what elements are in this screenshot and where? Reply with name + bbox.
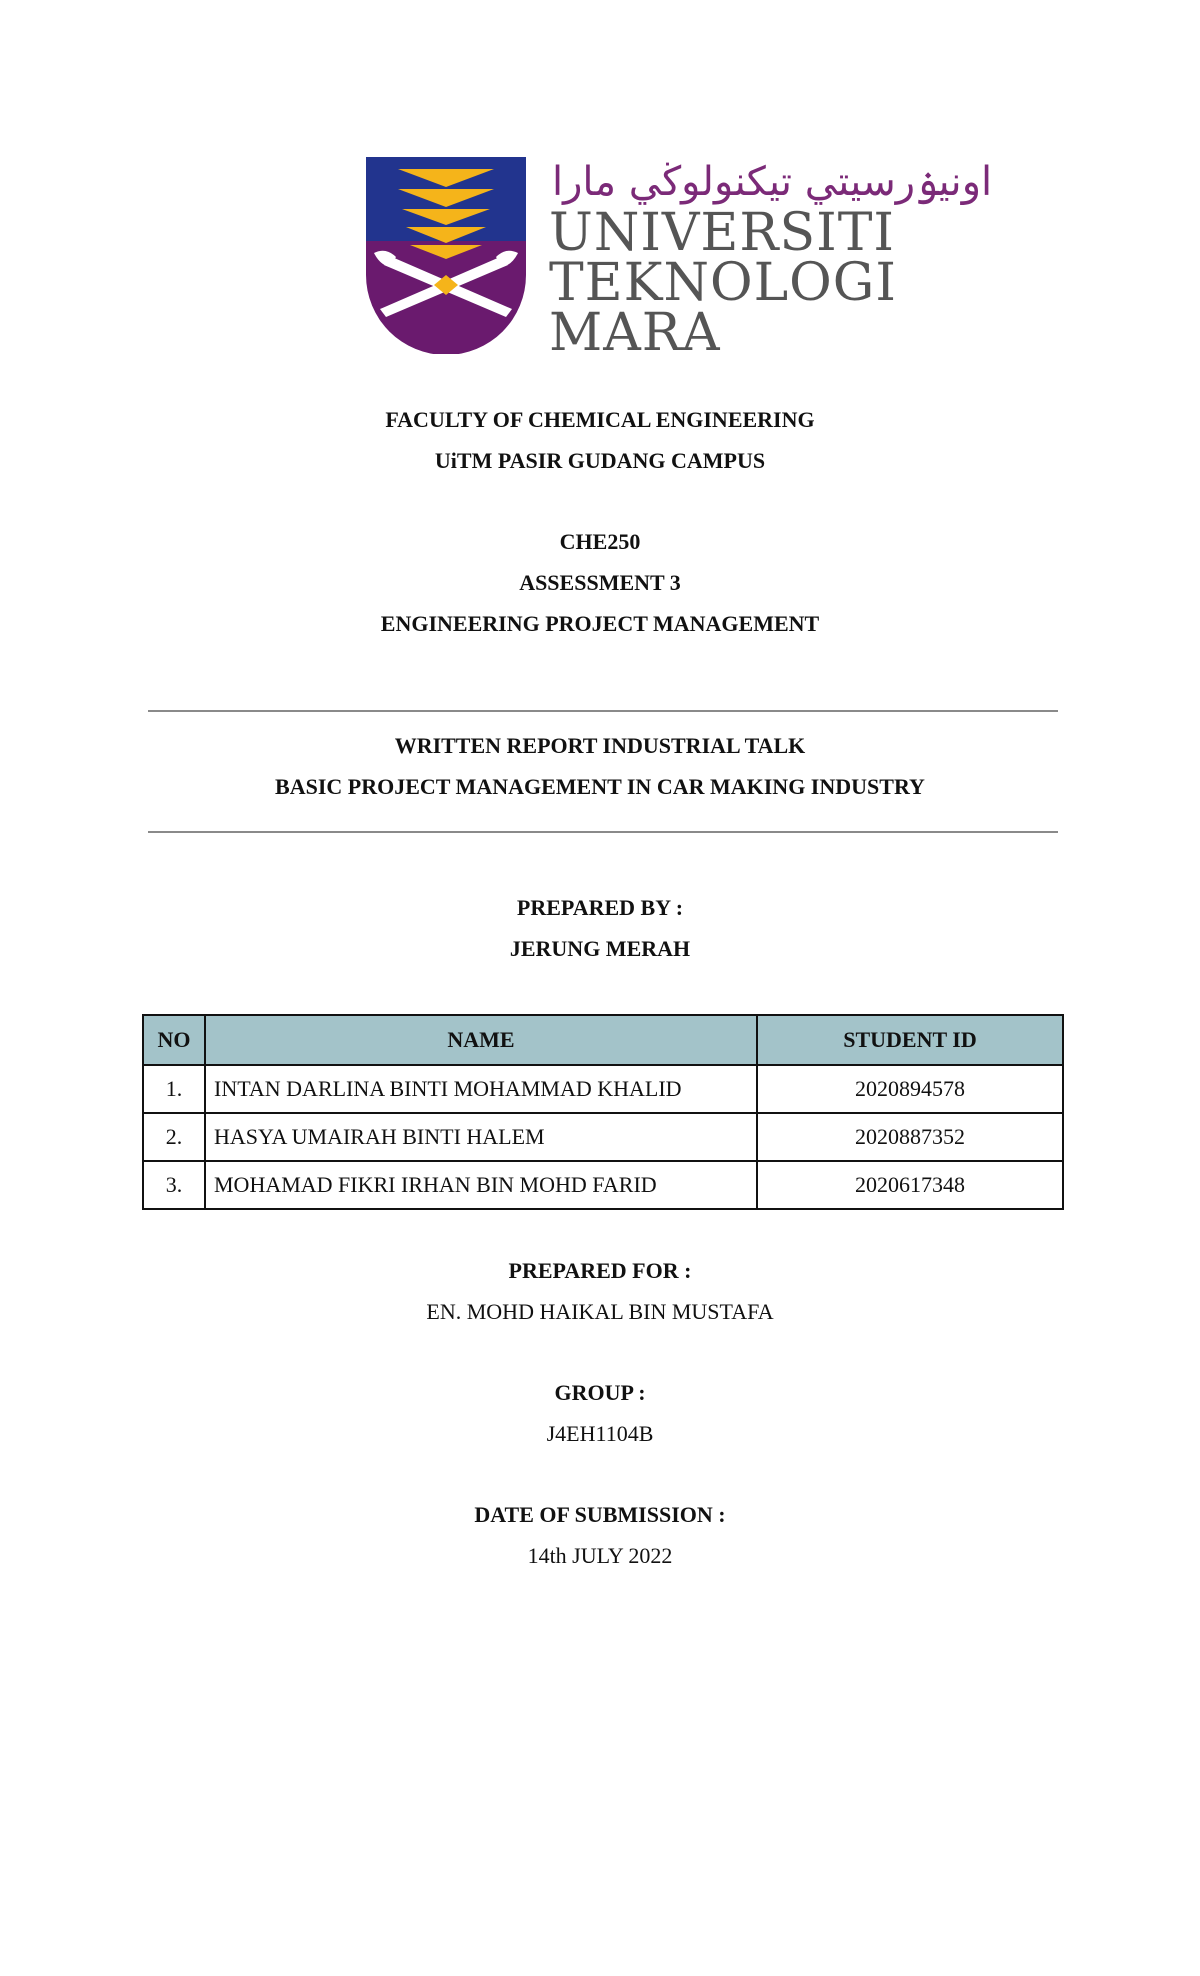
divider-top	[148, 710, 1058, 712]
members-table	[142, 1014, 1064, 1210]
cell-name: HASYA UMAIRAH BINTI HALEM	[205, 1113, 757, 1161]
team-name: JERUNG MERAH	[509, 936, 691, 961]
lecturer-name: EN. MOHD HAIKAL BIN MUSTAFA	[426, 1299, 774, 1324]
cell-student-id: 2020887352	[757, 1113, 1063, 1161]
course-code: CHE250	[559, 529, 641, 554]
faculty-name: FACULTY OF CHEMICAL ENGINEERING	[385, 407, 815, 432]
cell-name: MOHAMAD FIKRI IRHAN BIN MOHD FARID	[205, 1161, 757, 1209]
cell-no: 3.	[143, 1161, 205, 1209]
campus-name: UiTM PASIR GUDANG CAMPUS	[434, 448, 766, 473]
header-name: NAME	[205, 1015, 757, 1065]
group-code: J4EH1104B	[546, 1421, 654, 1446]
group-label: GROUP :	[554, 1380, 646, 1405]
logo-word-teknologi: TEKNOLOGI	[549, 253, 897, 313]
table-row	[143, 1161, 1063, 1209]
prepared-for-label: PREPARED FOR :	[508, 1258, 692, 1283]
report-title: WRITTEN REPORT INDUSTRIAL TALK	[394, 733, 806, 758]
logo-word-universiti: UNIVERSITI	[549, 203, 895, 263]
cell-no: 1.	[143, 1065, 205, 1113]
report-subtitle: BASIC PROJECT MANAGEMENT IN CAR MAKING INDUSTRY	[275, 774, 925, 799]
logo-arabic-text: اونيۏرسيتي تيكنولوڬي مارا	[552, 159, 993, 205]
cell-student-id: 2020894578	[757, 1065, 1063, 1113]
submission-date-label: DATE OF SUBMISSION :	[474, 1502, 726, 1527]
divider-bottom	[148, 831, 1058, 833]
cell-name: INTAN DARLINA BINTI MOHAMMAD KHALID	[205, 1065, 757, 1113]
submission-date: 14th JULY 2022	[527, 1543, 673, 1568]
table-header-row	[143, 1015, 1063, 1065]
header-no: NO	[143, 1015, 205, 1065]
table-row	[143, 1113, 1063, 1161]
uitm-shield-emblem	[366, 157, 526, 354]
uitm-logo	[366, 157, 993, 363]
prepared-by-label: PREPARED BY :	[516, 895, 684, 920]
header-student-id: STUDENT ID	[757, 1015, 1063, 1065]
assessment-number: ASSESSMENT 3	[519, 570, 681, 595]
logo-word-mara: MARA	[549, 303, 721, 363]
course-name: ENGINEERING PROJECT MANAGEMENT	[380, 611, 820, 636]
cell-student-id: 2020617348	[757, 1161, 1063, 1209]
table-row	[143, 1065, 1063, 1113]
cell-no: 2.	[143, 1113, 205, 1161]
